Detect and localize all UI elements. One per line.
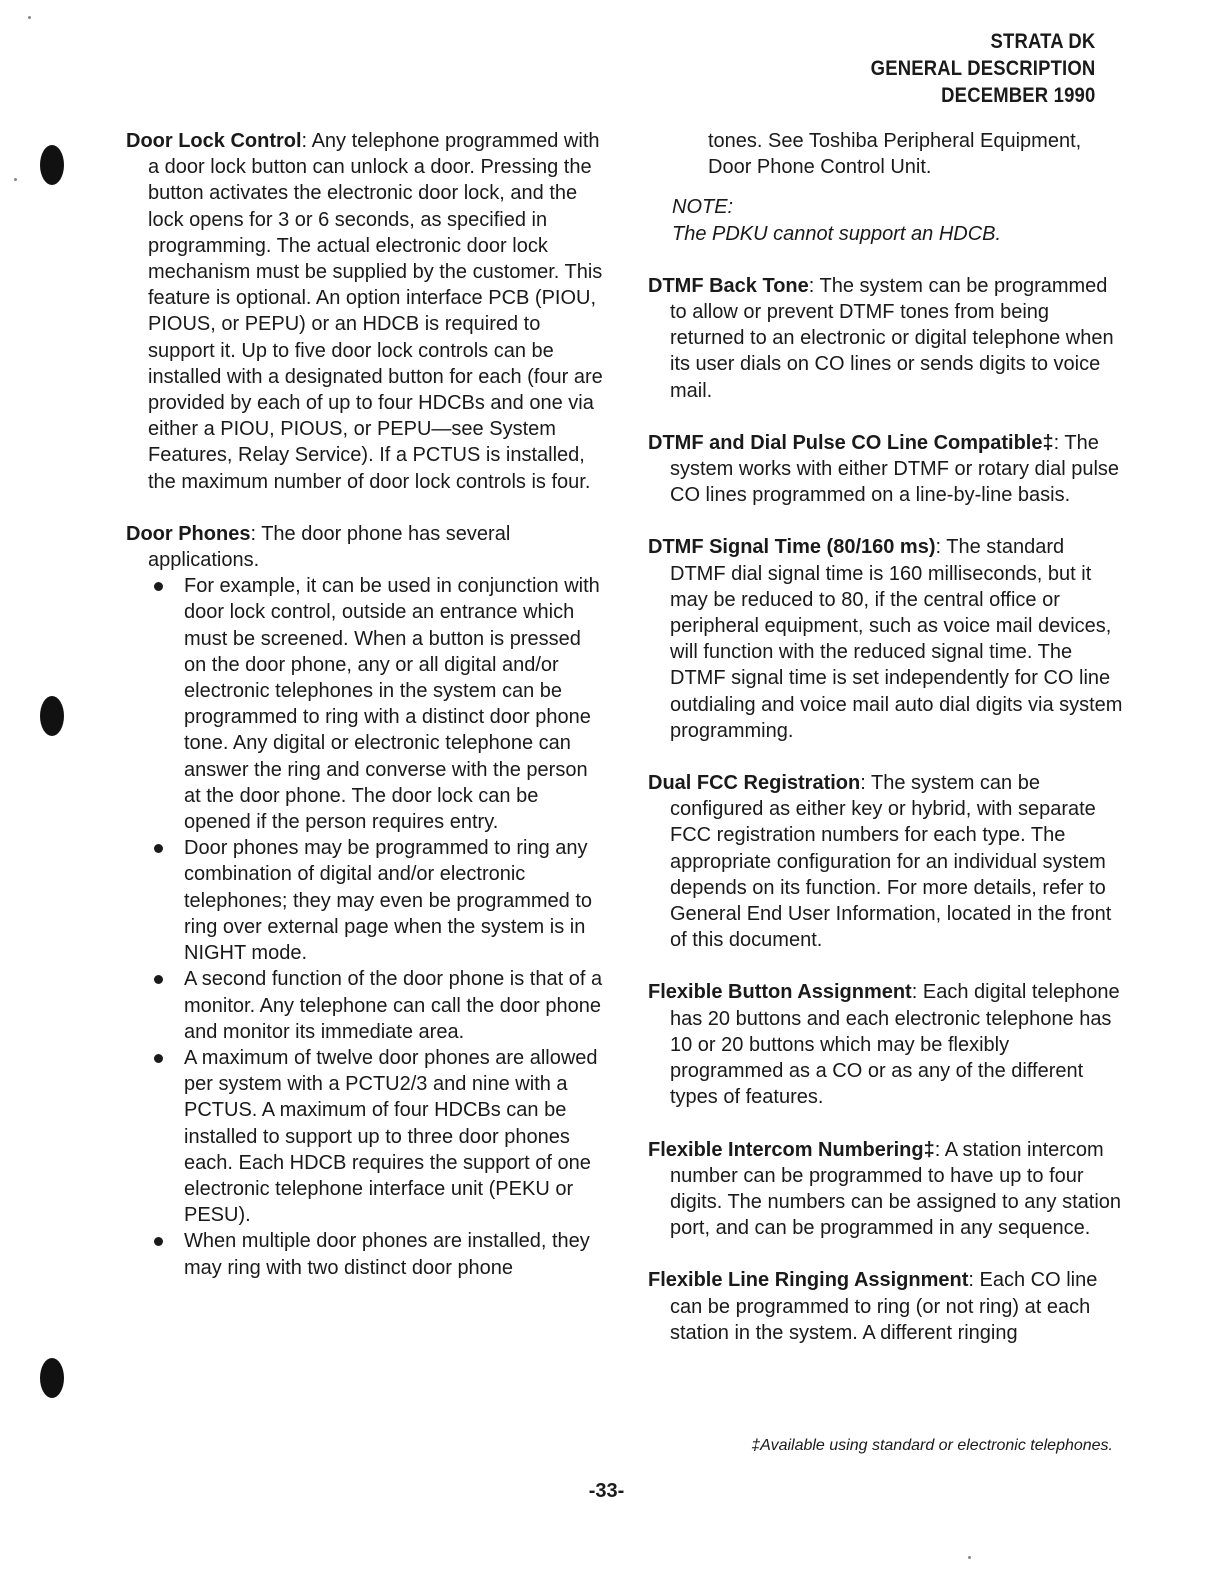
- scan-speck: [28, 16, 31, 19]
- entry-term: Door Phones: [126, 522, 251, 545]
- header-date: DECEMBER 1990: [940, 84, 1095, 107]
- door-phone-bullet-list: [126, 573, 604, 1280]
- scan-speck: [14, 178, 17, 181]
- page-number: -33-: [588, 1480, 625, 1502]
- entry-door-lock-control: Door Lock Control: Any telephone programmed with a door lock button can unlock a door. Pressing the button activates the electronic door lock, and the lock opens for 3 or 6 seconds, as specified in programming. The actual electronic door lock mechanism must be supplied by the customer. This feature is optional. An option interface PCB (PIOU, PIOUS, or PEPU) or an HDCB is required to support it. Up to five door lock controls can be installed with a designated button for each (four are provided by each of up to four HDCBs and one via either a PIOU, PIOUS, or PEPU—see System Features, Relay Service). If a PCTUS is installed, the maximum number of door lock controls is four.: [126, 130, 603, 493]
- bullet-icon: [154, 844, 163, 853]
- note-text: The PDKU cannot support an HDCB.: [672, 222, 1002, 245]
- entry-text: The door phone has several applications.: [148, 522, 511, 572]
- right-column: [648, 128, 1124, 1364]
- entry-term: Flexible Button Assignment: [648, 981, 912, 1004]
- scan-speck: [968, 1556, 971, 1559]
- bullet-icon: [154, 1237, 163, 1246]
- header-title: GENERAL DESCRIPTION: [870, 57, 1095, 80]
- punch-hole-middle: [40, 696, 64, 736]
- entry-term: Dual FCC Registration: [648, 772, 861, 795]
- bullet-item: A maximum of twelve door phones are allowed per system with a PCTU2/3 and nine with a PCTUS. A maximum of four HDCBs can be installed to support up to three door phones each. Each HDCB requires the support of one electronic telephone interface unit (PEKU or PESU).: [184, 1045, 604, 1228]
- continued-text: tones. See Toshiba Peripheral Equipment, Door Phone Control Unit.: [708, 130, 1082, 179]
- entry-text: The system works with either DTMF or rotary dial pulse CO lines programmed on a line-by-line basis.: [670, 431, 1120, 507]
- bullet-item: When multiple door phones are installed, they may ring with two distinct door phone: [184, 1228, 604, 1280]
- entry-flexible-button-assignment: Flexible Button Assignment: Each digital telephone has 20 buttons and each electronic telephone has 10 or 20 buttons which may be flexibly programmed as a CO or as any of the different types of features.: [648, 981, 1120, 1109]
- punch-hole-top: [40, 145, 64, 185]
- punch-hole-bottom: [40, 1358, 64, 1398]
- entry-text: The system can be programmed to allow or prevent DTMF tones from being returned to an electronic or digital telephone when its user dials on CO lines or sends digits to voice mail.: [670, 274, 1114, 402]
- bullet-item: Door phones may be programmed to ring any combination of digital and/or electronic telephones; they may even be programmed to ring over external page when the system is in NIGHT mode.: [184, 835, 604, 966]
- note-label: NOTE:: [672, 196, 734, 219]
- entry-text: The system can be configured as either key or hybrid, with separate FCC registration numbers for each type. The appropriate configuration for an individual system depends on its function. For more details, refer to General End User Information, located in the front of this document.: [670, 772, 1112, 952]
- entry-door-phones: Door Phones: The door phone has several applications. For example, it can be used in conjunction with door lock control, outside an entrance which must be screened. When a button is pressed on the door phone, any or all digital and/or electronic telephones in the system can be programmed to ring with a distinct door phone tone. Any digital or electronic telephone can answer the ring and converse with the person at the door phone. The door lock can be opened if the person requires entry. Door phones may be programmed to ring any combination of digital and/or electronic telephones; they may even be programmed to ring over external page when the system is in NIGHT mode. A second function of the door phone is that of a monitor. Any telephone can call the door phone and monitor its immediate area. A maximum of twelve door phones are allowed per system with a PCTU2/3 and nine with a PCTUS. A maximum of four HDCBs can be installed to support up to three door phones each. Each HDCB requires the support of one electronic telephone interface unit (PEKU or PESU). When multiple door phones are installed, they may ring with two distinct door phone: [126, 521, 604, 1281]
- entry-term: Flexible Intercom Numbering‡: [648, 1138, 935, 1161]
- entry-dtmf-dial-pulse: DTMF and Dial Pulse CO Line Compatible‡: The system works with either DTMF or rotary dial pulse CO lines programmed on a line-by-line basis.: [648, 431, 1120, 507]
- entry-flexible-intercom-numbering: Flexible Intercom Numbering‡: A station intercom number can be programmed to have up to four digits. The numbers can be assigned to any station port, and can be programmed in any sequence.: [648, 1138, 1122, 1240]
- bullet-icon: [154, 582, 163, 591]
- entry-term: DTMF and Dial Pulse CO Line Compatible‡: [648, 431, 1054, 454]
- document-header: [870, 28, 1095, 109]
- note-block: [648, 194, 1124, 246]
- bullet-item: For example, it can be used in conjunction with door lock control, outside an entrance which must be screened. When a button is pressed on the door phone, any or all digital and/or electronic telephones in the system can be programmed to ring with a distinct door phone tone. Any digital or electronic telephone can answer the ring and converse with the person at the door phone. The door lock can be opened if the person requires entry.: [184, 573, 604, 835]
- header-product: STRATA DK: [990, 30, 1095, 53]
- left-column: [126, 128, 604, 1299]
- entry-dual-fcc-registration: Dual FCC Registration: The system can be configured as either key or hybrid, with separate FCC registration numbers for each type. The appropriate configuration for an individual system depends on its function. For more details, refer to General End User Information, located in the front of this document.: [648, 772, 1112, 952]
- entry-text: Each digital telephone has 20 buttons and each electronic telephone has 10 or 20 buttons which may be flexibly programmed as a CO or as any of the different types of features.: [670, 981, 1120, 1109]
- entry-term: Door Lock Control: [126, 130, 302, 152]
- bullet-icon: [154, 1054, 163, 1063]
- entry-term: Flexible Line Ringing Assignment: [648, 1269, 969, 1292]
- entry-text: The standard DTMF dial signal time is 160 milliseconds, but it may be reduced to 80, if the central office or peripheral equipment, such as voice mail devices, will function with the reduced signal time. The DTMF signal time is set independently for CO line outdialing and voice mail auto dial digits via system programming.: [670, 536, 1123, 742]
- bullet-icon: [154, 975, 163, 984]
- entry-text: A station intercom number can be programmed to have up to four digits. The numbers can be assigned to any station port, and can be programmed in any sequence.: [670, 1138, 1122, 1240]
- entry-term: DTMF Signal Time (80/160 ms): [648, 536, 936, 559]
- entry-text: Any telephone programmed with a door lock button can unlock a door. Pressing the button activates the electronic door lock, and the lock opens for 3 or 6 seconds, as specified in programming. The actual electronic door lock mechanism must be supplied by the customer. This feature is optional. An option interface PCB (PIOU, PIOUS, or PEPU) or an HDCB is required to support it. Up to five door lock controls can be installed with a designated button for each (four are provided by each of up to four HDCBs and one via either a PIOU, PIOUS, or PEPU—see System Features, Relay Service). If a PCTUS is installed, the maximum number of door lock controls is four.: [148, 130, 603, 493]
- bullet-item: A second function of the door phone is that of a monitor. Any telephone can call the door phone and monitor its immediate area.: [184, 966, 604, 1045]
- entry-flexible-line-ringing: Flexible Line Ringing Assignment: Each CO line can be programmed to ring (or not ring) at each station in the system. A different ringing: [648, 1269, 1098, 1344]
- entry-dtmf-back-tone: DTMF Back Tone: The system can be programmed to allow or prevent DTMF tones from being returned to an electronic or digital telephone when its user dials on CO lines or sends digits to voice mail.: [648, 274, 1114, 402]
- entry-text: Each CO line can be programmed to ring (or not ring) at each station in the system. A different ringing: [670, 1269, 1098, 1344]
- entry-dtmf-signal-time: DTMF Signal Time (80/160 ms): The standard DTMF dial signal time is 160 milliseconds, but it may be reduced to 80, if the central office or peripheral equipment, such as voice mail devices, will function with the reduced signal time. The DTMF signal time is set independently for CO line outdialing and voice mail auto dial digits via system programming.: [648, 536, 1123, 742]
- footnote: ‡Available using standard or electronic telephones.: [751, 1437, 1113, 1454]
- entry-term: DTMF Back Tone: [648, 274, 809, 297]
